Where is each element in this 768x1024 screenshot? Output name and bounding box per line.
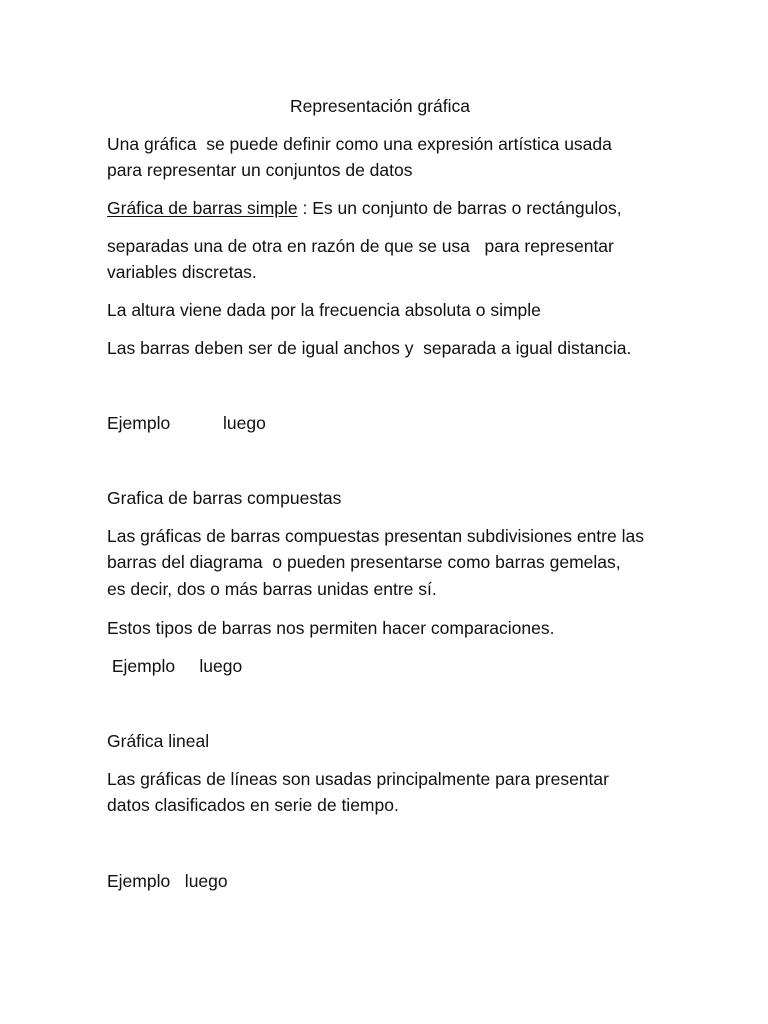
compound-bars-line-3: es decir, dos o más barras unidas entre sí. — [107, 579, 437, 599]
line-chart-line-1: Las gráficas de líneas son usadas principalmente para presentar — [107, 769, 609, 789]
simple-bars-example-label: Ejemplo — [107, 413, 171, 433]
line-chart-example-line: Ejemplo luego — [107, 871, 228, 891]
simple-bars-term: Gráfica de barras simple — [107, 198, 298, 218]
intro-line-1: Una gráfica se puede definir como una expresión artística usada — [107, 134, 612, 154]
compound-bars-line-4: Estos tipos de barras nos permiten hacer comparaciones. — [107, 618, 555, 638]
line-chart-line-2: datos clasificados en serie de tiempo. — [107, 795, 399, 815]
compound-bars-line-1: Las gráficas de barras compuestas presentan subdivisiones entre las — [107, 526, 644, 546]
simple-bars-line-4: Las barras deben ser de igual anchos y separada a igual distancia. — [107, 338, 632, 358]
intro-line-2: para representar un conjuntos de datos — [107, 160, 413, 180]
compound-bars-line-2: barras del diagrama o pueden presentarse como barras gemelas, — [107, 552, 621, 572]
compound-bars-example-line: Ejemplo luego — [107, 656, 243, 676]
simple-bars-line-3: La altura viene dada por la frecuencia absoluta o simple — [107, 300, 541, 320]
compound-bars-heading: Grafica de barras compuestas — [107, 488, 342, 508]
simple-bars-later-label: luego — [223, 413, 266, 433]
simple-bars-definition — [107, 196, 622, 220]
simple-bars-line-2: variables discretas. — [107, 262, 257, 282]
simple-bars-definition-text: : Es un conjunto de barras o rectángulos, — [297, 198, 622, 218]
line-chart-heading: Gráfica lineal — [107, 731, 210, 751]
simple-bars-line-1: separadas una de otra en razón de que se usa para representar — [107, 236, 614, 256]
document-title: Representación gráfica — [290, 96, 470, 116]
